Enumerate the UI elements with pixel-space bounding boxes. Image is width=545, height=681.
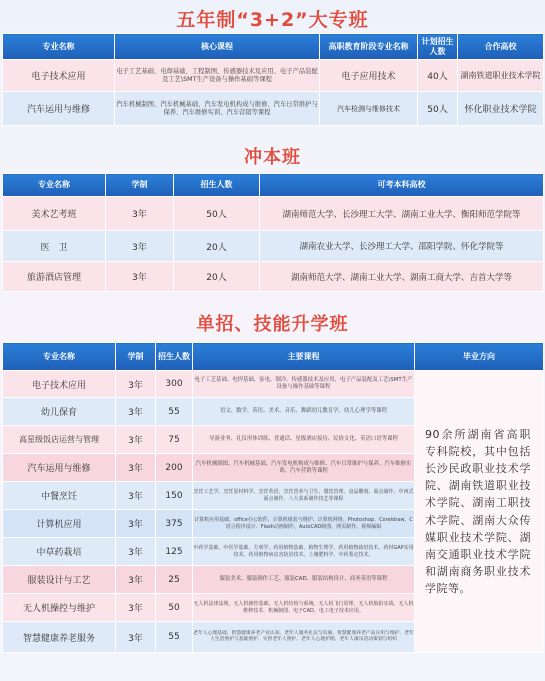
enroll-count: 55 — [156, 622, 193, 653]
s3-header-major: 专业名称 — [3, 343, 116, 371]
s2-header-years: 学制 — [106, 174, 174, 197]
s1-header-courses: 核心课程 — [115, 34, 320, 60]
years: 3年 — [116, 482, 156, 510]
main-courses: 语文、数学、英语、美术、音乐、舞蹈幼儿教育学、幼儿心理学等课程 — [193, 398, 415, 426]
s3-header-count: 招生人数 — [156, 343, 193, 371]
years: 3年 — [106, 262, 174, 292]
main-courses: 烹饪工艺学、烹饪原材料学、烹饪英语、烹饪营养与卫生、餐饮管理、食品雕刻、面点制作、中西式面点制作、八大菜系制作技艺等课程 — [193, 482, 415, 510]
major-name: 中餐烹饪 — [3, 482, 116, 510]
major-name: 无人机操控与维护 — [3, 594, 116, 622]
major-name: 电子技术应用 — [3, 60, 115, 92]
major-name: 汽车运用与维修 — [3, 92, 115, 126]
s2-header-major: 专业名称 — [3, 174, 106, 197]
major-name: 智慧健康养老服务 — [3, 622, 116, 653]
main-courses: 服装美术、服装制作工艺、服装CAD、服装结构设计、商务英语等课程 — [193, 566, 415, 594]
s2-header-count: 招生人数 — [174, 174, 260, 197]
years: 3年 — [106, 231, 174, 262]
enroll-count: 50 — [156, 594, 193, 622]
s1-header-higher: 高职教育阶段专业名称 — [320, 34, 418, 60]
target-colleges: 湖南师范大学、长沙理工大学、湖南工业大学、衡阳师范学院等 — [260, 197, 544, 231]
enroll-count: 25 — [156, 566, 193, 594]
table-row — [3, 262, 544, 292]
enroll-count: 55 — [156, 398, 193, 426]
section2-title: 冲本班 — [244, 147, 301, 168]
table-row — [3, 231, 544, 262]
higher-major: 电子应用技术 — [320, 60, 418, 92]
major-name: 幼儿保育 — [3, 398, 116, 426]
core-courses: 电子工艺基础、电焊基础、工程制图、传感器技术及应用、电子产品装配及工艺\SMT生产设备与操作基础等课程 — [115, 60, 320, 92]
career-direction: 90余所湖南省高职专科院校，其中包括长沙民政职业技术学院、湖南铁道职业技术学院、湖南工职技术学院、湖南大众传媒职业技术学院、湖南交通职业技术学院和湖南商务职业技术学院等。 — [415, 371, 544, 653]
years: 3年 — [106, 197, 174, 231]
years: 3年 — [116, 426, 156, 454]
major-name: 中草药栽培 — [3, 538, 116, 566]
target-colleges: 湖南师范大学、湖南工业大学、湖南工商大学、吉首大学等 — [260, 262, 544, 292]
section3-table — [2, 342, 544, 653]
years: 3年 — [116, 371, 156, 398]
s1-header-count: 计划招生人数 — [418, 34, 458, 60]
target-colleges: 湖南农业大学、长沙理工大学、邵阳学院、怀化学院等 — [260, 231, 544, 262]
table-row — [3, 197, 544, 231]
years: 3年 — [116, 398, 156, 426]
enroll-count: 150 — [156, 482, 193, 510]
enroll-count: 200 — [156, 454, 193, 482]
core-courses: 汽车机械制图、汽车机械基础、汽车发电机构成与维修、汽车日常维护与保养、汽车维修实训、汽车营销等课程 — [115, 92, 320, 126]
s3-header-career: 毕业方向 — [415, 343, 544, 371]
enroll-count: 20人 — [174, 231, 260, 262]
major-name: 旅游酒店管理 — [3, 262, 106, 292]
enroll-count: 125 — [156, 538, 193, 566]
partner-college: 湖南铁道职业技术学院 — [458, 60, 544, 92]
years: 3年 — [116, 538, 156, 566]
major-name: 计算机应用 — [3, 510, 116, 538]
section3-title: 单招、技能升学班 — [196, 314, 349, 335]
main-courses: 导游业务、礼仪形体训练、普通话、星级酒店接待、民俗文化、英语口语等课程 — [193, 426, 415, 454]
main-courses: 汽车机械制图、汽车机械基础、汽车发电机构成与维修、汽车日常维护与保养、汽车维修实训、汽车营销等课程 — [193, 454, 415, 482]
enroll-count: 20人 — [174, 262, 260, 292]
main-courses: 计算机应用基础、office办公软件、计算机组装与维护、计算机网络、Photoshop、Coreldraw、C语言程序设计、Flash动画制作、AutoCAD制图、网页制作、视频编辑 — [193, 510, 415, 538]
years: 3年 — [116, 622, 156, 653]
s2-header-colleges: 可考本科高校 — [260, 174, 544, 197]
main-courses: 老年人心理基础、智慧健康养老产业认知、老年人服务礼仪与沟通、智慧健康养老产品应用与维护、老年人生活照护与基础照护、失智老年人照护、老年人心理护理、老年人康乐活动策划与组织 — [193, 622, 415, 653]
years: 3年 — [116, 566, 156, 594]
enroll-count: 50人 — [174, 197, 260, 231]
major-name: 美术艺考班 — [3, 197, 106, 231]
partner-college: 怀化职业技术学院 — [458, 92, 544, 126]
major-name: 服装设计与工艺 — [3, 566, 116, 594]
section2-table — [2, 173, 544, 292]
enroll-count: 300 — [156, 371, 193, 398]
s3-header-years: 学制 — [116, 343, 156, 371]
s1-header-college: 合作高校 — [458, 34, 544, 60]
main-courses: 无人机法律法规、无人机操控基础、无人机结构与系统、无人机飞行原理、无人机航拍实战、无人机维修技术、机械制图、电子CAD、电工电子技术应用。 — [193, 594, 415, 622]
s1-header-major: 专业名称 — [3, 34, 115, 60]
section1-table — [2, 33, 544, 126]
enroll-count: 375 — [156, 510, 193, 538]
table-row — [3, 92, 544, 126]
s3-header-courses: 主要课程 — [193, 343, 415, 371]
major-name: 汽车运用与维修 — [3, 454, 116, 482]
years: 3年 — [116, 594, 156, 622]
years: 3年 — [116, 454, 156, 482]
major-name: 电子技术应用 — [3, 371, 116, 398]
higher-major: 汽车检测与维修技术 — [320, 92, 418, 126]
plan-count: 40人 — [418, 60, 458, 92]
main-courses: 电子工艺基础、电焊基础、家电、制冷、传感器技术及应用、电子产品装配及工艺\SMT生产设备与操作基础等课程 — [193, 371, 415, 398]
section1-title: 五年制“3+2”大专班 — [176, 9, 369, 31]
major-name: 医 卫 — [3, 231, 106, 262]
main-courses: 中药学基础、中医学基础、方剂学、药用植物基础、植物生理学、药用植物栽培技术、药材GAP实用技术、药用植物病虫害防治技术、土壤肥料学、中药鉴定技术。 — [193, 538, 415, 566]
enroll-count: 75 — [156, 426, 193, 454]
major-name: 高星级饭店运营与管理 — [3, 426, 116, 454]
table-row — [3, 371, 544, 398]
years: 3年 — [116, 510, 156, 538]
plan-count: 50人 — [418, 92, 458, 126]
table-row — [3, 60, 544, 92]
